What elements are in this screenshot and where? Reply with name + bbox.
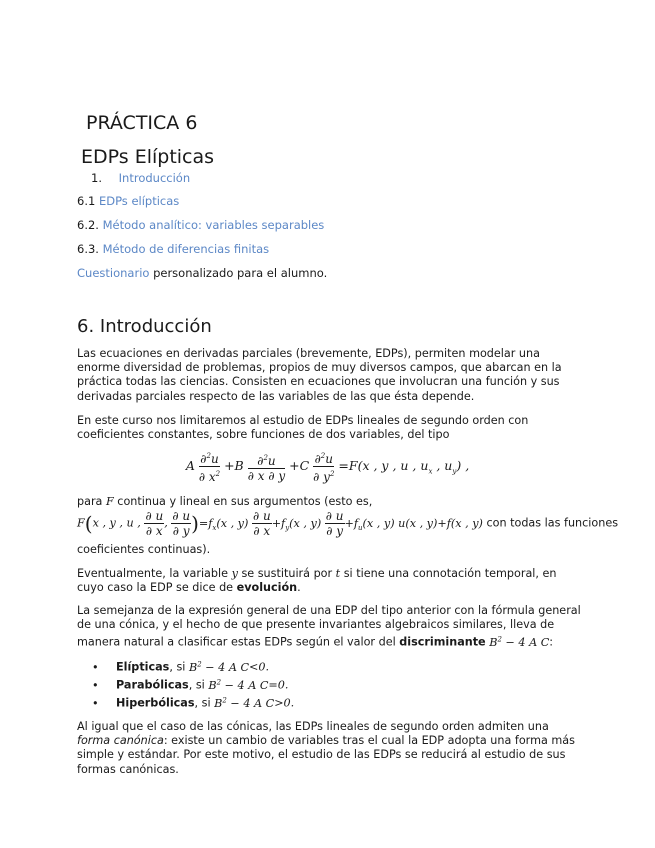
p4-b: se sustituirá por — [237, 567, 336, 580]
toc-item-1-number: 1. — [91, 171, 102, 185]
p6-a: Al igual que el caso de las cónicas, las EDPs lineales de segundo orden admiten una — [77, 720, 549, 733]
discriminant-expr: $B^2 - 4$ A C — [489, 635, 550, 650]
p6-b: : existe un cambio de variables tras el cual la EDP adopta una forma más simple y estándar. Por este motivo, el estudio de las EDPs se reducirá al estudio de sus formas canónicas. — [77, 734, 575, 776]
paragraph-coefficients: coeficientes continuas). — [77, 543, 211, 556]
toc-item-5 — [77, 266, 327, 280]
classification-list — [92, 655, 294, 709]
general-pde-equation: A $\frac{\partial^2u}{\partial x^2}$ +B $\frac{\partial^2u}{\partial x \partial y}$ +C $\frac{\partial^2u}{\partial y^2}$ =F(x , y , u , $u_x$ , $u_y$) , — [0, 449, 655, 484]
p4-end: . — [297, 581, 301, 595]
toc-item-4 — [77, 242, 269, 256]
toc-item-1 — [91, 171, 190, 185]
toc-link-metodo-analitico[interactable]: Método analítico: variables separables — [102, 218, 325, 232]
p4-y: y — [231, 567, 238, 580]
toc-item-2-prefix: 6.1 — [77, 194, 99, 208]
paragraph-evolution — [77, 567, 582, 595]
p5-a: La semejanza de la expresión general de una EDP del tipo anterior con la fórmula general de una cónica, y el hecho de que presente invariantes algebraicos similares, lleva de manera natural a clasificar estas EDPs según el valor del — [77, 604, 581, 650]
p6-em: forma canónica — [77, 734, 164, 748]
paragraph-scope: En este curso nos limitaremos al estudio de EDPs lineales de segundo orden con coeficientes constantes, sobre funciones de dos variables, del tipo — [77, 414, 529, 442]
p4-c: si tiene una connotación temporal, en cuyo caso la EDP se dice de — [77, 567, 557, 595]
paragraph-continuity — [77, 495, 582, 509]
p4-bold: evolución — [236, 581, 298, 595]
toc-link-diferencias-finitas[interactable]: Método de diferencias finitas — [102, 242, 270, 256]
list-item: • Elípticas, si $B^2 - 4$ A C<0. — [92, 660, 270, 674]
p3-after: continua y lineal en sus argumentos (esto es, — [113, 495, 373, 508]
paragraph-discriminant: La semejanza de la expresión general de una EDP del tipo anterior con la fórmula general de una cónica, y el hecho de que presente invariantes algebraicos similares, lleva de manera natural a clasificar estas EDPs según el valor del discriminante $B^2 - 4$ A C: — [77, 604, 581, 650]
toc-item-3-prefix: 6.2. — [77, 218, 103, 232]
list-item: • Parabólicas, si $B^2 - 4$ A C=0. — [92, 678, 289, 692]
paragraph-intro: Las ecuaciones en derivadas parciales (brevemente, EDPs), permiten modelar una enorme diversidad de problemas, propios de muy diversos campos, que abarcan en la práctica todas las ciencias. Consisten en ecuaciones que involucran una función y sus derivadas parciales respecto de las variables de las que ésta depende. — [77, 347, 562, 403]
p5-bold: discriminante — [399, 636, 486, 650]
toc-item-4-prefix: 6.3. — [77, 242, 103, 256]
paragraph-canonical — [77, 720, 582, 777]
p3-tail: con todas las funciones — [482, 516, 619, 530]
linear-form-equation: F(x , y , u , $\frac{\partial u}{\partial x}$ , $\frac{\partial u}{\partial y}$ )$=f_x(x$ , y) $\frac{\partial u}{\partial x}$ $+f_y(x$ , y) $\frac{\partial u}{\partial y}$ $+f_u(x$ , y) u(x , y)+f(x , y) con todas las funciones — [77, 509, 619, 538]
list-item: • Hiperbólicas, si $B^2 - 4$ A C>0. — [92, 696, 295, 710]
p4-t: t — [335, 567, 341, 580]
toc-item-3 — [77, 218, 324, 232]
p3-F: F — [105, 495, 114, 508]
page-title: PRÁCTICA 6 — [86, 112, 198, 134]
toc-item-2 — [77, 194, 179, 208]
p4-a: Eventualmente, la variable — [77, 567, 232, 580]
toc-link-edps-elipticas[interactable]: EDPs elípticas — [98, 194, 180, 208]
toc-link-introduccion[interactable]: Introducción — [118, 171, 191, 185]
toc-link-cuestionario[interactable]: Cuestionario — [77, 266, 150, 280]
p3-before: para — [77, 495, 106, 508]
section-heading: 6. Introducción — [77, 316, 212, 337]
toc-item-5-suffix: personalizado para el alumno. — [149, 266, 328, 280]
page-subtitle: EDPs Elípticas — [81, 146, 215, 168]
